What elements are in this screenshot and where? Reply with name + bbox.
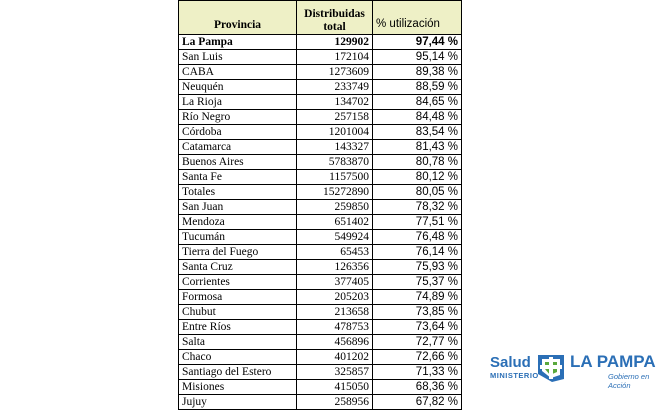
cell-provincia: Tierra del Fuego: [179, 245, 297, 260]
cell-provincia: Buenos Aires: [179, 155, 297, 170]
cell-utilizacion: 84,65 %: [373, 95, 462, 110]
cell-provincia: Tucumán: [179, 230, 297, 245]
cell-utilizacion: 80,78 %: [373, 155, 462, 170]
table-row: [179, 245, 462, 260]
table-row: [179, 335, 462, 350]
cell-distribuidas: 549924: [297, 230, 373, 245]
cell-distribuidas: 401202: [297, 350, 373, 365]
table-body: [179, 35, 462, 410]
cell-provincia: Santa Fe: [179, 170, 297, 185]
cell-provincia: Salta: [179, 335, 297, 350]
table-row: [179, 185, 462, 200]
table-row: [179, 275, 462, 290]
cell-utilizacion: 72,77 %: [373, 335, 462, 350]
table-row: [179, 110, 462, 125]
table-row: [179, 260, 462, 275]
table-row: [179, 290, 462, 305]
cell-utilizacion: 75,37 %: [373, 275, 462, 290]
cell-distribuidas: 377405: [297, 275, 373, 290]
cell-utilizacion: 73,85 %: [373, 305, 462, 320]
cell-distribuidas: 257158: [297, 110, 373, 125]
table-row: [179, 95, 462, 110]
table-row: [179, 125, 462, 140]
cell-distribuidas: 325857: [297, 365, 373, 380]
cell-distribuidas: 415050: [297, 380, 373, 395]
cell-distribuidas: 5783870: [297, 155, 373, 170]
cell-distribuidas: 1273609: [297, 65, 373, 80]
cell-utilizacion: 84,48 %: [373, 110, 462, 125]
column-header-utilizacion: % utilización: [373, 1, 462, 35]
cell-utilizacion: 80,05 %: [373, 185, 462, 200]
cell-distribuidas: 143327: [297, 140, 373, 155]
table-row: [179, 170, 462, 185]
cell-distribuidas: 15272890: [297, 185, 373, 200]
cell-utilizacion: 76,48 %: [373, 230, 462, 245]
table-row: [179, 80, 462, 95]
cell-utilizacion: 88,59 %: [373, 80, 462, 95]
table-row: [179, 65, 462, 80]
table-row: [179, 395, 462, 410]
cell-distribuidas: 478753: [297, 320, 373, 335]
cell-provincia: Santa Cruz: [179, 260, 297, 275]
cell-utilizacion: 83,54 %: [373, 125, 462, 140]
logo-salud-text: Salud: [490, 354, 531, 371]
cell-distribuidas: 129902: [297, 35, 373, 50]
cell-provincia: Mendoza: [179, 215, 297, 230]
cell-distribuidas: 1201004: [297, 125, 373, 140]
cell-utilizacion: 68,36 %: [373, 380, 462, 395]
cell-utilizacion: 76,14 %: [373, 245, 462, 260]
cell-provincia: Entre Ríos: [179, 320, 297, 335]
cell-provincia: San Juan: [179, 200, 297, 215]
column-header-distribuidas: Distribuidas total: [297, 1, 373, 35]
cell-provincia: Río Negro: [179, 110, 297, 125]
cell-utilizacion: 73,64 %: [373, 320, 462, 335]
cell-provincia: Córdoba: [179, 125, 297, 140]
cell-provincia: Corrientes: [179, 275, 297, 290]
cell-provincia: Jujuy: [179, 395, 297, 410]
cell-provincia: San Luis: [179, 50, 297, 65]
cell-provincia: Formosa: [179, 290, 297, 305]
table-row: [179, 35, 462, 50]
cell-distribuidas: 258956: [297, 395, 373, 410]
table-row: [179, 380, 462, 395]
cell-provincia: CABA: [179, 65, 297, 80]
cell-provincia: La Rioja: [179, 95, 297, 110]
cell-utilizacion: 81,43 %: [373, 140, 462, 155]
table-row: [179, 140, 462, 155]
cell-utilizacion: 72,66 %: [373, 350, 462, 365]
table-row: [179, 215, 462, 230]
table-row: [179, 305, 462, 320]
cell-utilizacion: 74,89 %: [373, 290, 462, 305]
salud-la-pampa-logo: [490, 352, 658, 390]
cell-provincia: Chubut: [179, 305, 297, 320]
logo-tagline-text: Gobierno en Acción: [608, 372, 650, 390]
cell-distribuidas: 126356: [297, 260, 373, 275]
cell-utilizacion: 75,93 %: [373, 260, 462, 275]
cell-distribuidas: 259850: [297, 200, 373, 215]
table-row: [179, 320, 462, 335]
cell-distribuidas: 172104: [297, 50, 373, 65]
cell-provincia: Neuquén: [179, 80, 297, 95]
table-row: [179, 50, 462, 65]
cell-utilizacion: 89,38 %: [373, 65, 462, 80]
cell-provincia: Santiago del Estero: [179, 365, 297, 380]
cell-distribuidas: 205203: [297, 290, 373, 305]
cell-provincia: Chaco: [179, 350, 297, 365]
cell-distribuidas: 134702: [297, 95, 373, 110]
logo-ministerio-text: MINISTERIO: [490, 371, 539, 380]
cell-distribuidas: 1157500: [297, 170, 373, 185]
cell-provincia: Catamarca: [179, 140, 297, 155]
cell-distribuidas: 456896: [297, 335, 373, 350]
table-row: [179, 230, 462, 245]
cell-provincia: Misiones: [179, 380, 297, 395]
cell-utilizacion: 80,12 %: [373, 170, 462, 185]
logo-province-text: LA PAMPA: [570, 352, 656, 371]
cell-provincia: Totales: [179, 185, 297, 200]
cell-utilizacion: 71,33 %: [373, 365, 462, 380]
header-row: [179, 1, 462, 35]
vaccination-utilization-table: [178, 0, 462, 410]
cell-distribuidas: 65453: [297, 245, 373, 260]
la-pampa-map-icon: [534, 352, 568, 384]
vaccination-table-container: [178, 0, 462, 410]
table-header: [179, 1, 462, 35]
cell-utilizacion: 95,14 %: [373, 50, 462, 65]
cell-distribuidas: 651402: [297, 215, 373, 230]
cell-provincia: La Pampa: [179, 35, 297, 50]
table-row: [179, 155, 462, 170]
table-row: [179, 350, 462, 365]
cell-utilizacion: 78,32 %: [373, 200, 462, 215]
table-row: [179, 365, 462, 380]
cell-utilizacion: 67,82 %: [373, 395, 462, 410]
cell-distribuidas: 233749: [297, 80, 373, 95]
cell-utilizacion: 97,44 %: [373, 35, 462, 50]
column-header-provincia: Provincia: [179, 1, 297, 35]
table-row: [179, 200, 462, 215]
cell-utilizacion: 77,51 %: [373, 215, 462, 230]
cell-distribuidas: 213658: [297, 305, 373, 320]
